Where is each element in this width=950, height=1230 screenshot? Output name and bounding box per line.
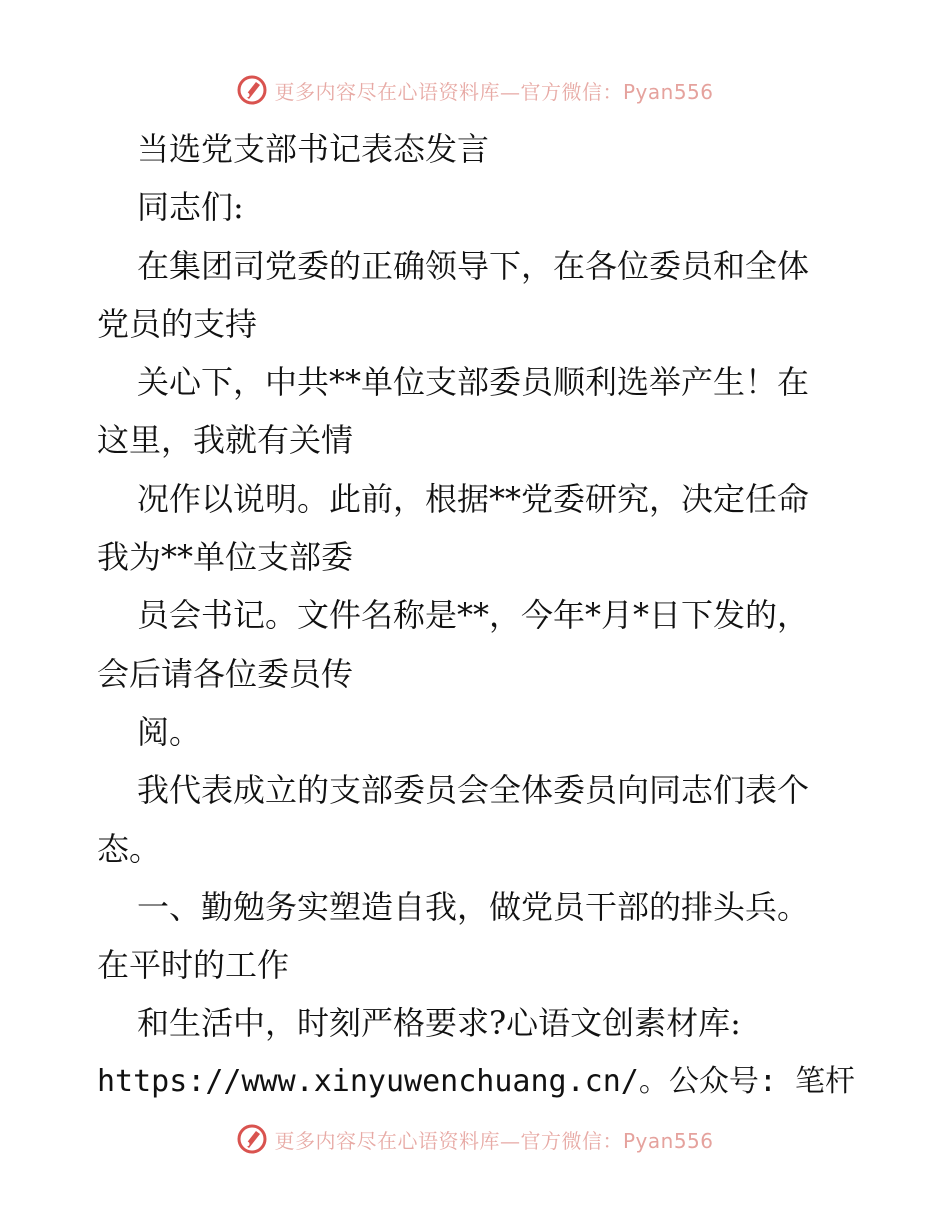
wechat-id: Pyan556 bbox=[622, 1128, 714, 1153]
text-line: 一、勤勉务实塑造自我，做党员干部的排头兵。 bbox=[137, 887, 810, 926]
text-line: 和生活中，时刻严格要求?心语文创素材库: bbox=[137, 1004, 741, 1043]
text-line: 况作以说明。此前，根据**党委研究，决定任命 bbox=[137, 479, 810, 518]
brand-logo-icon bbox=[236, 74, 268, 106]
text-line: 当选党支部书记表态发言 bbox=[137, 130, 490, 168]
text-line: 会后请各位委员传 bbox=[97, 654, 354, 693]
document-body bbox=[97, 120, 857, 1111]
wechat-id: Pyan556 bbox=[622, 79, 714, 104]
footer-watermark bbox=[0, 1119, 950, 1159]
text-line: 员会书记。文件名称是**，今年*月*日下发的， bbox=[137, 596, 810, 635]
brand-logo-icon bbox=[236, 1123, 268, 1155]
text-line: 这里，我就有关情 bbox=[97, 421, 354, 460]
watermark-text: 更多内容尽在心语资料库—官方微信：Pyan556 bbox=[274, 1128, 714, 1153]
watermark-text: 更多内容尽在心语资料库—官方微信：Pyan556 bbox=[274, 79, 714, 104]
text-line: 同志们: bbox=[137, 188, 244, 227]
text-line: 我为**单位支部委 bbox=[97, 538, 354, 577]
text-line: 态。 bbox=[97, 829, 162, 868]
text-line: 我代表成立的支部委员会全体委员向同志们表个 bbox=[137, 771, 810, 810]
text-line: 党员的支持 bbox=[97, 304, 258, 343]
text-line: https://www.xinyuwenchuang.cn/。公众号: 笔杆 bbox=[97, 1063, 855, 1099]
text-line: 关心下，中共**单位支部委员顺利选举产生！在 bbox=[137, 363, 810, 402]
text-line: 阅。 bbox=[137, 712, 202, 751]
header-watermark bbox=[0, 70, 950, 110]
text-line: 在集团司党委的正确领导下，在各位委员和全体 bbox=[137, 246, 810, 285]
text-line: 在平时的工作 bbox=[97, 946, 290, 985]
